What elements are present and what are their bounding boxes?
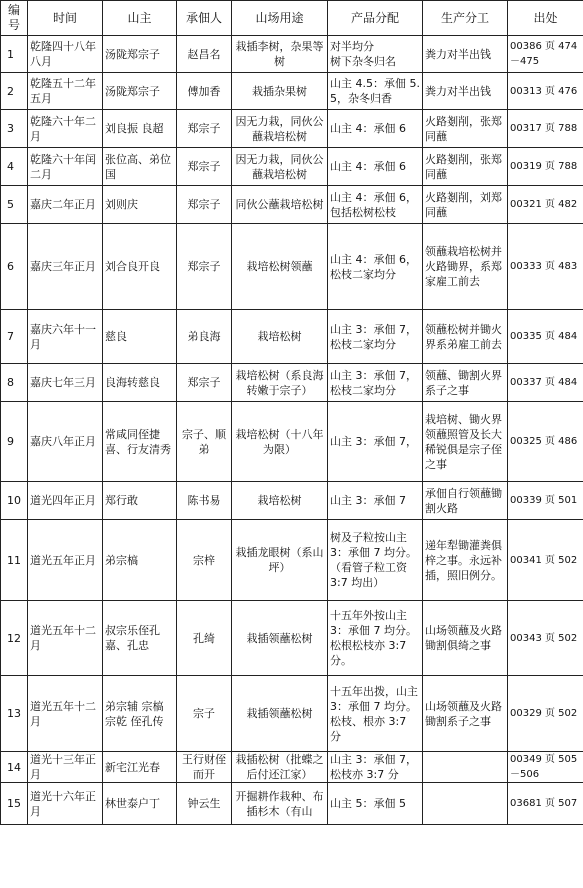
row-source [508, 148, 583, 186]
row-owner [103, 482, 177, 520]
header-tenant: 承佃人 [177, 1, 232, 36]
row-use [232, 73, 328, 110]
row-labor [423, 224, 508, 310]
row-distribution [328, 148, 423, 186]
header-owner: 山主 [103, 1, 177, 36]
row-tenant [177, 224, 232, 310]
row-number [1, 482, 28, 520]
row-labor-text: 山场领蘸及火路锄割系子之事 [425, 699, 502, 728]
row-number-text: 7 [7, 330, 14, 343]
row-number-text: 5 [7, 198, 14, 211]
table-row [1, 73, 583, 110]
row-owner [103, 224, 177, 310]
row-number [1, 520, 28, 601]
row-source [508, 752, 583, 783]
row-source [508, 186, 583, 224]
row-labor-text: 粪力对半出钱 [425, 84, 491, 98]
table-row [1, 676, 583, 752]
row-labor [423, 310, 508, 364]
row-number [1, 676, 28, 752]
row-number-text: 6 [7, 260, 14, 273]
row-time [28, 186, 103, 224]
row-source-text: 00325 页 486 [510, 436, 578, 447]
row-labor-text: 火路剗削，张郑同蘸 [425, 152, 502, 181]
row-labor-text: 火路剗削，刘郑同蘸 [425, 190, 502, 219]
row-labor-text: 承佃自行领蘸锄割火路 [425, 486, 502, 515]
row-tenant-text: 王行财侄而开 [182, 753, 226, 781]
row-source-text: 00319 页 788 [510, 161, 578, 172]
row-owner [103, 310, 177, 364]
row-distribution-text: 山主 4：承佃 6 [330, 122, 406, 135]
row-time-text: 乾隆五十二年五月 [30, 77, 96, 105]
row-labor [423, 482, 508, 520]
row-number-text: 9 [7, 435, 14, 448]
row-source-text: 00333 页 483 [510, 261, 578, 272]
row-distribution [328, 73, 423, 110]
row-tenant-text: 弟良海 [187, 330, 221, 343]
row-time-text: 嘉庆六年十一月 [30, 322, 96, 351]
row-source-text: 00317 页 788 [510, 123, 578, 134]
row-use-text: 因无力栽，同伙公蘸栽培松树 [235, 152, 324, 181]
row-number-text: 11 [7, 553, 21, 567]
row-time-text: 乾隆六十年闰二月 [30, 152, 96, 181]
row-source-text: 00313 页 476 [510, 85, 578, 97]
row-owner [103, 676, 177, 752]
row-distribution [328, 402, 423, 482]
row-number [1, 601, 28, 676]
row-owner-text: 常咸同侄捷喜、行友清秀 [105, 427, 171, 456]
row-time-text: 嘉庆二年正月 [30, 198, 96, 211]
row-owner [103, 364, 177, 402]
row-distribution [328, 224, 423, 310]
row-labor [423, 783, 508, 825]
table-row [1, 36, 583, 73]
row-distribution [328, 36, 423, 73]
row-number [1, 110, 28, 148]
row-source [508, 224, 583, 310]
row-distribution-text: 树及子粒按山主 3：承佃 7 均分。（看管子粒工资 3:7 均出） [330, 531, 417, 589]
row-use [232, 783, 328, 825]
row-distribution-text: 十五年外按山主 3：承佃 7 均分。松根松枝亦 3:7 分。 [330, 609, 417, 667]
row-owner-text: 刘良振 良超 [105, 122, 164, 135]
row-time-text: 乾隆六十年二月 [30, 114, 96, 143]
row-owner [103, 110, 177, 148]
row-owner [103, 148, 177, 186]
row-owner [103, 752, 177, 783]
row-tenant [177, 752, 232, 783]
row-use-text: 栽插松树（批蝶之后付还江家） [235, 753, 324, 781]
row-source [508, 601, 583, 676]
row-number [1, 73, 28, 110]
row-owner-text: 刘合良开良 [105, 260, 160, 273]
row-source-text: 00349 页 505－506 [510, 754, 578, 780]
table-row [1, 783, 583, 825]
row-tenant-text: 郑宗子 [187, 376, 221, 389]
table-row [1, 310, 583, 364]
table-row [1, 520, 583, 601]
row-owner-text: 张位高、弟位国 [105, 152, 171, 181]
row-time [28, 73, 103, 110]
row-use-text: 栽培松树 [257, 494, 302, 507]
table-row [1, 601, 583, 676]
row-distribution [328, 676, 423, 752]
row-source [508, 520, 583, 601]
header-use: 山场用途 [232, 1, 328, 36]
row-labor [423, 520, 508, 601]
row-labor-text: 领蘸、锄割火界系子之事 [425, 368, 502, 397]
row-labor-text: 火路剗削，张郑同蘸 [425, 114, 502, 143]
row-use [232, 402, 328, 482]
row-source-text: 00341 页 502 [510, 554, 578, 566]
header-number: 编号 [1, 1, 28, 36]
row-owner-text: 叔宗乐侄孔嘉、孔忠 [105, 624, 160, 652]
row-tenant [177, 601, 232, 676]
row-source [508, 364, 583, 402]
row-number [1, 148, 28, 186]
row-use-text: 因无力栽，同伙公蘸栽培松树 [235, 114, 324, 143]
table-row [1, 148, 583, 186]
row-number-text: 1 [7, 47, 14, 61]
row-use-text: 栽插李树，杂果等树 [235, 40, 324, 68]
row-tenant [177, 148, 232, 186]
row-use [232, 186, 328, 224]
row-time [28, 224, 103, 310]
row-time-text: 道光五年正月 [30, 553, 96, 567]
row-number-text: 15 [7, 797, 21, 810]
row-tenant [177, 310, 232, 364]
row-source [508, 310, 583, 364]
header-labor: 生产分工 [423, 1, 508, 36]
row-tenant [177, 186, 232, 224]
row-distribution-text: 山主 3：承佃 7，松枝二家均分 [330, 368, 417, 397]
row-use [232, 364, 328, 402]
row-distribution [328, 783, 423, 825]
row-use [232, 224, 328, 310]
row-source-text: 00386 页 474－475 [510, 41, 578, 67]
row-tenant-text: 孔绮 [193, 631, 215, 645]
row-time-text: 嘉庆七年三月 [30, 376, 96, 389]
row-labor-text: 山场领蘸及火路锄割俱绮之事 [425, 624, 502, 652]
row-source-text: 00337 页 484 [510, 377, 578, 388]
row-source [508, 110, 583, 148]
row-distribution [328, 110, 423, 148]
row-labor [423, 36, 508, 73]
row-source-text: 00343 页 502 [510, 632, 578, 644]
row-owner-text: 郑行敢 [105, 494, 138, 507]
row-distribution-text: 对半均分 树下杂冬归名 [330, 40, 396, 68]
row-tenant [177, 520, 232, 601]
row-time [28, 783, 103, 825]
row-tenant-text: 郑宗子 [187, 160, 221, 173]
row-use-text: 栽培松树（十八年为限） [235, 427, 324, 456]
row-time-text: 乾隆四十八年八月 [30, 40, 96, 68]
row-tenant-text: 赵昌名 [187, 47, 221, 61]
row-time [28, 676, 103, 752]
row-tenant [177, 73, 232, 110]
row-number-text: 14 [7, 760, 21, 774]
row-owner-text: 汤陇郑宗子 [105, 47, 160, 61]
row-distribution [328, 186, 423, 224]
row-source [508, 482, 583, 520]
row-source-text: 00335 页 484 [510, 331, 578, 342]
row-owner-text: 林世泰户丁 [105, 797, 160, 810]
row-time [28, 36, 103, 73]
row-source-text: 00329 页 502 [510, 708, 578, 719]
row-number [1, 783, 28, 825]
row-use [232, 148, 328, 186]
row-distribution-text: 山主 3：承佃 7 [330, 494, 406, 507]
row-use-text: 栽插领蘸松树 [246, 631, 313, 645]
row-labor [423, 752, 508, 783]
row-use [232, 752, 328, 783]
row-time-text: 道光十六年正月 [30, 789, 96, 818]
row-tenant [177, 676, 232, 752]
row-time [28, 601, 103, 676]
row-tenant [177, 783, 232, 825]
row-owner [103, 601, 177, 676]
row-owner-text: 新宅江光春 [105, 760, 160, 774]
row-use-text: 栽培松树（系良海转嫩于宗子） [235, 368, 324, 397]
row-number-text: 12 [7, 631, 21, 645]
row-time-text: 道光四年正月 [30, 494, 96, 507]
header-distribution: 产品分配 [328, 1, 423, 36]
row-use-text: 栽培松树 [257, 330, 302, 343]
row-time [28, 402, 103, 482]
row-distribution-text: 十五年出拨，山主 3：承佃 7 均分。松枝、根亦 3:7 分 [330, 684, 418, 743]
row-tenant-text: 郑宗子 [187, 260, 221, 273]
row-time [28, 520, 103, 601]
row-tenant-text: 宗子 [193, 707, 215, 720]
row-owner [103, 73, 177, 110]
row-tenant [177, 36, 232, 73]
row-labor-text: 领蘸栽培松树并火路锄界，系郑家雇工前去 [425, 245, 502, 288]
row-use [232, 520, 328, 601]
row-time [28, 110, 103, 148]
row-source [508, 73, 583, 110]
row-distribution-text: 山主 4.5：承佃 5.5，杂冬归香 [330, 77, 420, 105]
row-source-text: 00321 页 482 [510, 199, 578, 210]
row-labor-text: 栽培树、锄火界领蘸照管及长大稀锐俱是宗子侄之事 [425, 412, 502, 471]
row-tenant-text: 宗子、顺弟 [182, 427, 226, 456]
row-number-text: 10 [7, 494, 21, 507]
row-time [28, 148, 103, 186]
table-header-row [1, 1, 583, 36]
row-number-text: 3 [7, 122, 14, 135]
row-use-text: 同伙公蘸栽培松树 [235, 198, 324, 211]
row-labor [423, 676, 508, 752]
table-row [1, 110, 583, 148]
row-source-text: 03681 页 507 [510, 798, 578, 809]
row-use [232, 601, 328, 676]
row-source [508, 783, 583, 825]
row-labor [423, 186, 508, 224]
row-time [28, 310, 103, 364]
row-tenant-text: 郑宗子 [187, 122, 221, 135]
row-labor [423, 73, 508, 110]
row-distribution-text: 山主 5：承佃 5 [330, 797, 406, 810]
row-number-text: 4 [7, 160, 14, 173]
header-source: 出处 [508, 1, 583, 36]
row-owner [103, 783, 177, 825]
table-row [1, 402, 583, 482]
row-source-text: 00339 页 501 [510, 495, 578, 506]
row-distribution-text: 山主 4：承佃 6，松枝二家均分 [330, 252, 417, 281]
row-use-text: 栽插杂果树 [252, 84, 307, 98]
row-distribution-text: 山主 3：承佃 7， [330, 435, 417, 448]
row-distribution [328, 601, 423, 676]
row-tenant-text: 郑宗子 [187, 198, 221, 211]
row-owner-text: 刘则庆 [105, 198, 138, 211]
row-time-text: 道光五年十二月 [30, 699, 96, 728]
row-number [1, 310, 28, 364]
row-owner-text: 弟宗槁 [105, 553, 138, 567]
row-labor-text: 领蘸松树并锄火界系弟雇工前去 [425, 322, 502, 351]
row-owner [103, 36, 177, 73]
row-use-text: 栽插领蘸松树 [246, 707, 313, 720]
row-use-text: 开掘耕作栽种、布插杉木（有山 [235, 789, 324, 818]
row-labor [423, 364, 508, 402]
row-labor-text: 粪力对半出钱 [425, 47, 491, 61]
row-tenant-text: 宗梓 [193, 553, 215, 567]
row-labor-text: 递年犁锄灌粪俱梓之事。永远补插，照旧例分。 [425, 538, 502, 582]
row-source [508, 676, 583, 752]
row-tenant [177, 402, 232, 482]
row-tenant [177, 364, 232, 402]
row-number [1, 186, 28, 224]
row-use-text: 栽插龙眼树（系山坪） [235, 546, 324, 574]
row-tenant [177, 482, 232, 520]
row-use [232, 36, 328, 73]
row-distribution [328, 310, 423, 364]
row-distribution-text: 山主 4：承佃 6，包括松树松枝 [330, 190, 417, 219]
row-labor [423, 601, 508, 676]
row-time [28, 752, 103, 783]
row-use [232, 676, 328, 752]
row-number [1, 402, 28, 482]
row-distribution [328, 752, 423, 783]
row-number [1, 224, 28, 310]
row-time-text: 道光五年十二月 [30, 624, 96, 652]
table-body [1, 36, 583, 825]
row-number [1, 752, 28, 783]
table-row [1, 186, 583, 224]
row-distribution-text: 山主 3：承佃 7，松枝二家均分 [330, 322, 417, 351]
table-row [1, 482, 583, 520]
row-distribution [328, 482, 423, 520]
header-time: 时间 [28, 1, 103, 36]
row-owner-text: 慈良 [105, 330, 127, 343]
row-use-text: 栽培松树领蘸 [246, 260, 313, 273]
row-source [508, 36, 583, 73]
row-distribution-text: 山主 4：承佃 6 [330, 160, 406, 173]
row-time-text: 嘉庆三年正月 [30, 260, 96, 273]
row-owner-text: 良海转慈良 [105, 376, 160, 389]
row-use [232, 482, 328, 520]
table-row [1, 752, 583, 783]
row-owner [103, 402, 177, 482]
row-number-text: 13 [7, 707, 21, 720]
row-time-text: 嘉庆八年正月 [30, 435, 96, 448]
row-number-text: 8 [7, 376, 14, 389]
table-row [1, 224, 583, 310]
row-owner-text: 汤陇郑宗子 [105, 84, 160, 98]
row-tenant [177, 110, 232, 148]
row-time-text: 道光十三年正月 [30, 753, 96, 781]
row-number [1, 36, 28, 73]
row-labor [423, 110, 508, 148]
row-source [508, 402, 583, 482]
row-time [28, 364, 103, 402]
row-labor [423, 402, 508, 482]
row-labor [423, 148, 508, 186]
row-owner-text: 弟宗辅 宗槁 宗乾 侄孔传 [105, 699, 164, 728]
row-number [1, 364, 28, 402]
table-row [1, 364, 583, 402]
row-tenant-text: 陈书易 [187, 494, 221, 507]
row-distribution [328, 364, 423, 402]
row-tenant-text: 傅加香 [187, 84, 221, 98]
row-use [232, 110, 328, 148]
row-owner [103, 520, 177, 601]
row-time [28, 482, 103, 520]
row-owner [103, 186, 177, 224]
row-distribution [328, 520, 423, 601]
row-use [232, 310, 328, 364]
row-number-text: 2 [7, 84, 14, 98]
row-distribution-text: 山主 3：承佃 7，松枝亦 3:7 分 [330, 753, 417, 781]
row-tenant-text: 钟云生 [187, 797, 221, 810]
